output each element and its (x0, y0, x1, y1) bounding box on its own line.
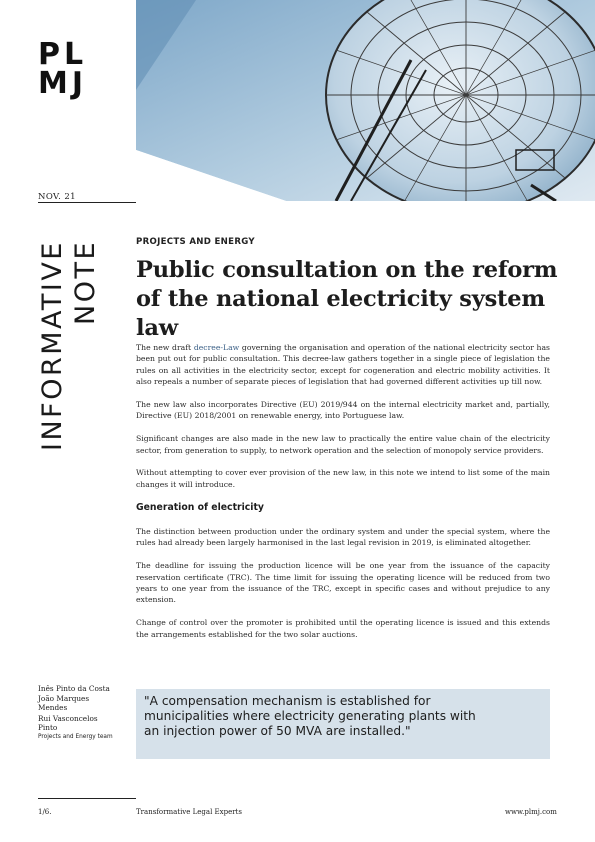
footer-divider (38, 798, 136, 799)
author-name: João Marques Mendes (38, 694, 90, 713)
authors (38, 684, 118, 742)
paragraph-1 (136, 342, 550, 388)
logo-line-2: MJ (38, 66, 88, 101)
footer-tagline: Transformative Legal Experts (136, 808, 242, 816)
paragraph-2: The new law also incorporates Directive (EU) 2019/944 on the internal electricity market and, partially, Directive (EU) 2018/2001 on renewable energy, into Portuguese law. (136, 400, 550, 421)
author-name: Rui Vasconcelos Pinto (38, 713, 98, 732)
headline: Public consultation on the reform of the national electricity system law (136, 257, 558, 341)
vertical-title-line-1: INFORMATIVE (37, 240, 68, 451)
paragraph-5: The distinction between production under the ordinary system and under the special system, where the rules had already been largely harmonised in the last legal revision in 2019, is eliminated altogether. (136, 527, 550, 548)
paragraph-1-end: governing the organisation and operation of the national electricity sector has been put out for public consultation. This decree-law gathers together in a single piece of legislation the rules on all activities in the electricity sector, except for cogeneration and electric mobility activities. It also repeals a number of separate pieces of legislation that had governed different activities up till now. (136, 343, 551, 387)
section-heading: Generation of electricity (136, 501, 264, 513)
dish-structure (326, 0, 595, 201)
paragraph-4: Without attempting to cover ever provision of the new law, in this note we intend to list some of the main changes it will introduce. (136, 468, 550, 489)
author-name: Inês Pinto da Costa (38, 684, 110, 693)
paragraph-1-start: The new draft (136, 343, 194, 352)
publication-date: NOV. 21 (38, 192, 76, 202)
paragraph-3: Significant changes are also made in the new law to practically the entire value chain of the electricity sector, from generation to supply, to network operation and the selection of monopoly service providers. (136, 434, 550, 455)
paragraph-7: Change of control over the promoter is prohibited until the operating licence is issued and this extends the arrangements established for the two solar auctions. (136, 618, 550, 639)
plmj-logo (38, 37, 100, 101)
paragraph-6: The deadline for issuing the production licence will be one year from the issuance of the capacity reservation certificate (TRC). The time limit for issuing the operating licence will be reduced from two years to one year from the issuance of the TRC, except in specific cases and without prejudice to any extension. (136, 561, 550, 605)
top-divider (38, 202, 136, 203)
hero-image (136, 0, 595, 201)
logo-line-1: PL (38, 37, 88, 72)
page-number: 1/6. (38, 808, 52, 816)
radio-telescope-illustration (136, 0, 595, 201)
vertical-title (36, 240, 102, 498)
pull-quote (136, 689, 550, 759)
pull-quote-text: "A compensation mechanism is established for municipalities where electricity generating plants with an injection power of 50 MVA are installed." (144, 694, 476, 738)
footer-url[interactable]: www.plmj.com (505, 808, 557, 816)
vertical-title-line-2: NOTE (70, 240, 101, 326)
article-body (136, 342, 550, 651)
decree-law-link[interactable]: decree-Law (193, 343, 240, 352)
team-label: Projects and Energy team (38, 734, 113, 741)
section-label: PROJECTS AND ENERGY (136, 237, 255, 247)
